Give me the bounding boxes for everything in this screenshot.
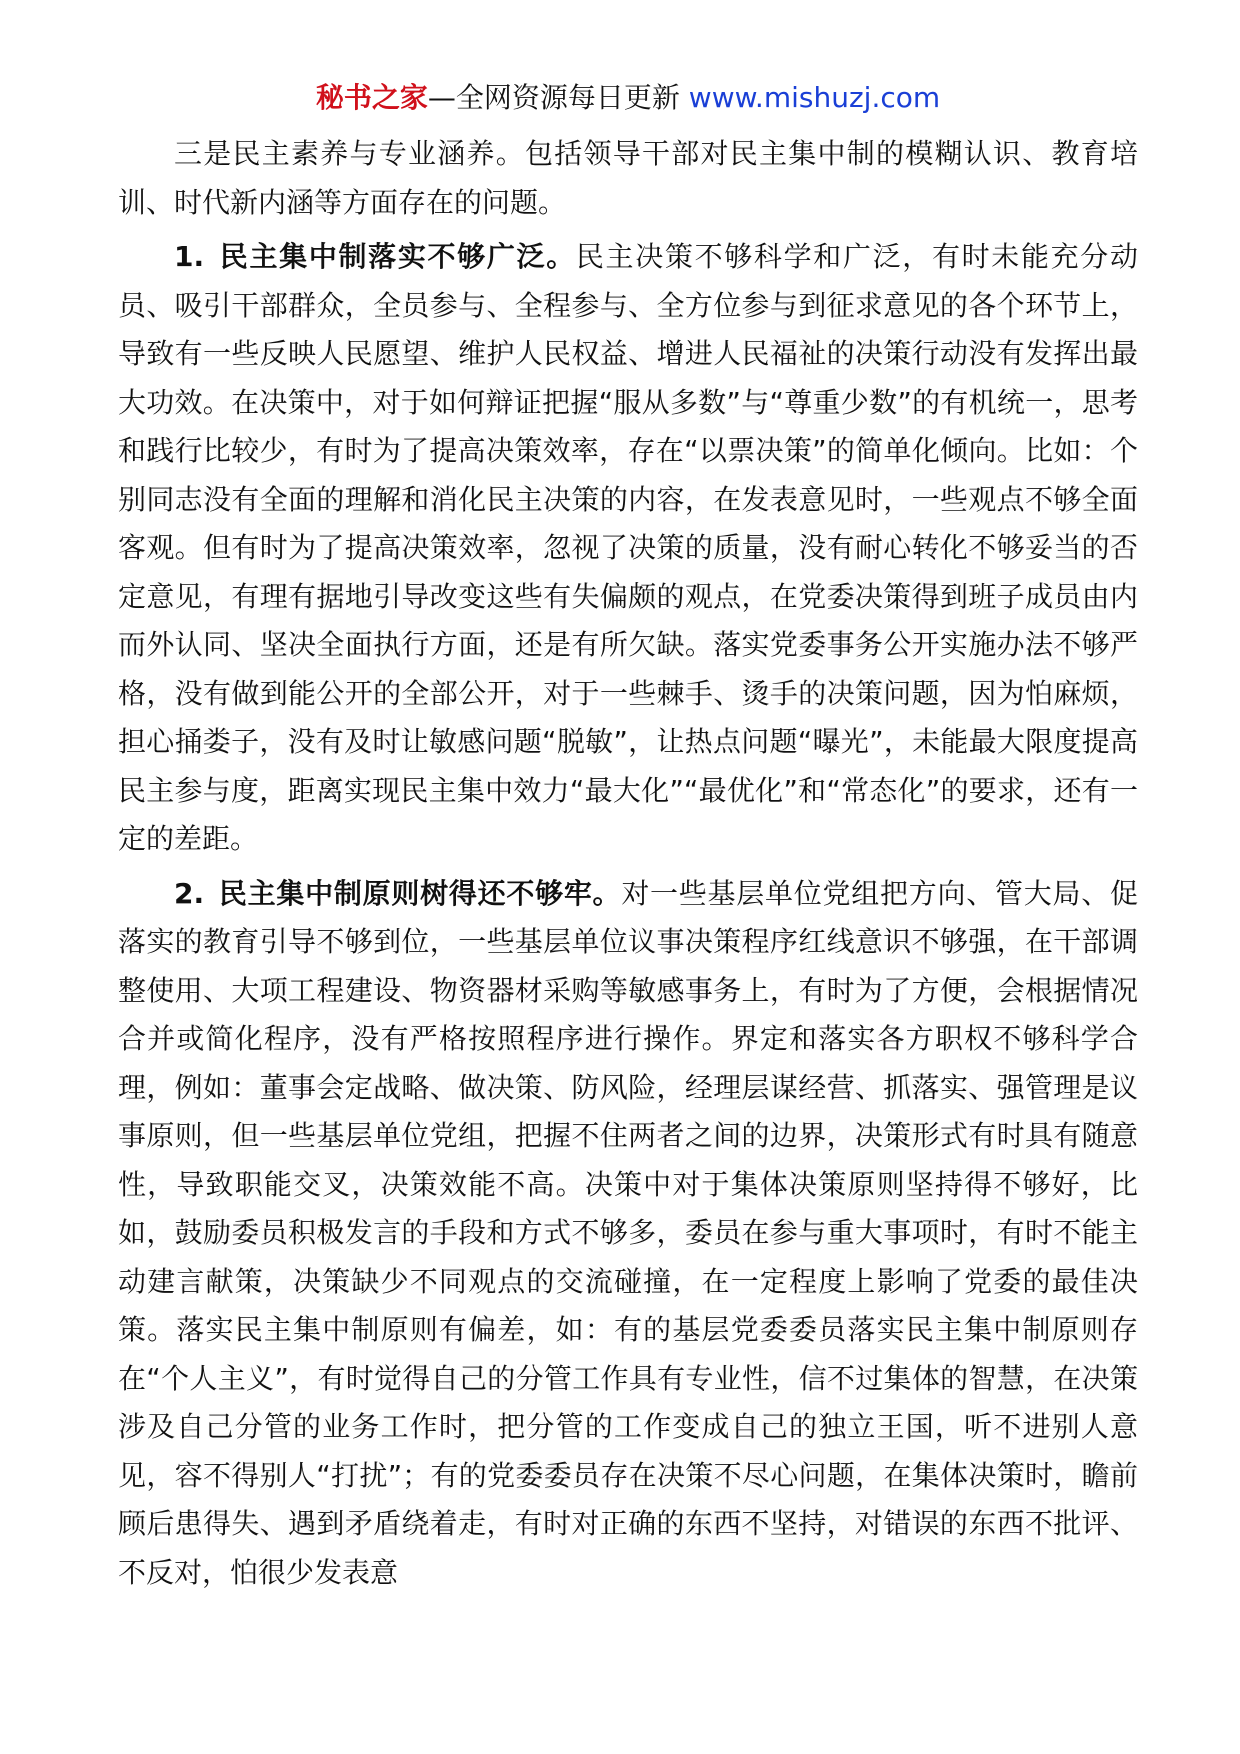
paragraph-point-2 [118,870,1138,1598]
paragraph-text: 对一些基层单位党组把方向、管大局、促落实的教育引导不够到位，一些基层单位议事决策程序红线意识不够强，在干部调整使用、大项工程建设、物资器材采购等敏感事务上，有时为了方便，会根据情况合并或简化程序，没有严格按照程序进行操作。界定和落实各方职权不够科学合理，例如：董事会定战略、做决策、防风险，经理层谋经营、抓落实、强管理是议事原则，但一些基层单位党组，把握不住两者之间的边界，决策形式有时具有随意性，导致职能交叉，决策效能不高。决策中对于集体决策原则坚持得不够好，比如，鼓励委员积极发言的手段和方式不够多，委员在参与重大事项时，有时不能主动建言献策，决策缺少不同观点的交流碰撞，在一定程度上影响了党委的最佳决策。落实民主集中制原则有偏差，如：有的基层党委委员落实民主集中制原则存在“个人主义”，有时觉得自己的分管工作具有专业性，信不过集体的智慧，在决策涉及自己分管的业务工作时，把分管的工作变成自己的独立王国，听不进别人意见，容不得别人“打扰”；有的党委委员存在决策不尽心问题，在集体决策时，瞻前顾后患得失、遇到矛盾绕着走，有时对正确的东西不坚持，对错误的东西不批评、不反对，怕很少发表意 [118,876,1138,1589]
document-page [118,0,1138,1754]
page-header [118,78,1138,118]
paragraph-number: 1. [174,240,205,273]
document-body [118,130,1138,1603]
paragraph-heading: 民主集中制原则树得还不够牢。 [218,876,622,910]
header-url-link[interactable]: www.mishuzj.com [688,81,941,114]
paragraph-point-1 [118,233,1138,864]
brand-name: 秘书之家 [315,81,428,114]
header-separator: — [427,81,456,114]
paragraph-text: 民主决策不够科学和广泛，有时未能充分动员、吸引干部群众，全员参与、全程参与、全方位参与到征求意见的各个环节上，导致有一些反映人民愿望、维护人民权益、增进人民福祉的决策行动没有发挥出最大功效。在决策中，对于如何辩证把握“服从多数”与“尊重少数”的有机统一，思考和践行比较少，有时为了提高决策效率，存在“以票决策”的简单化倾向。比如：个别同志没有全面的理解和消化民主决策的内容，在发表意见时，一些观点不够全面客观。但有时为了提高决策效率，忽视了决策的质量，没有耐心转化不够妥当的否定意见，有理有据地引导改变这些有失偏颇的观点，在党委决策得到班子成员由内而外认同、坚决全面执行方面，还是有所欠缺。落实党委事务公开实施办法不够严格，没有做到能公开的全部公开，对于一些棘手、烫手的决策问题，因为怕麻烦，担心捅娄子，没有及时让敏感问题“脱敏”，让热点问题“曝光”，未能最大限度提高民主参与度，距离实现民主集中效力“最大化”“最优化”和“常态化”的要求，还有一定的差距。 [118,240,1138,855]
paragraph-text: 三是民主素养与专业涵养。包括领导干部对民主集中制的模糊认识、教育培训、时代新内涵等方面存在的问题。 [118,137,1138,219]
paragraph-number: 2. [174,876,205,910]
paragraph-intro [118,130,1138,227]
header-tagline: 全网资源每日更新 [455,81,680,114]
paragraph-heading: 民主集中制落实不够广泛。 [218,240,576,273]
